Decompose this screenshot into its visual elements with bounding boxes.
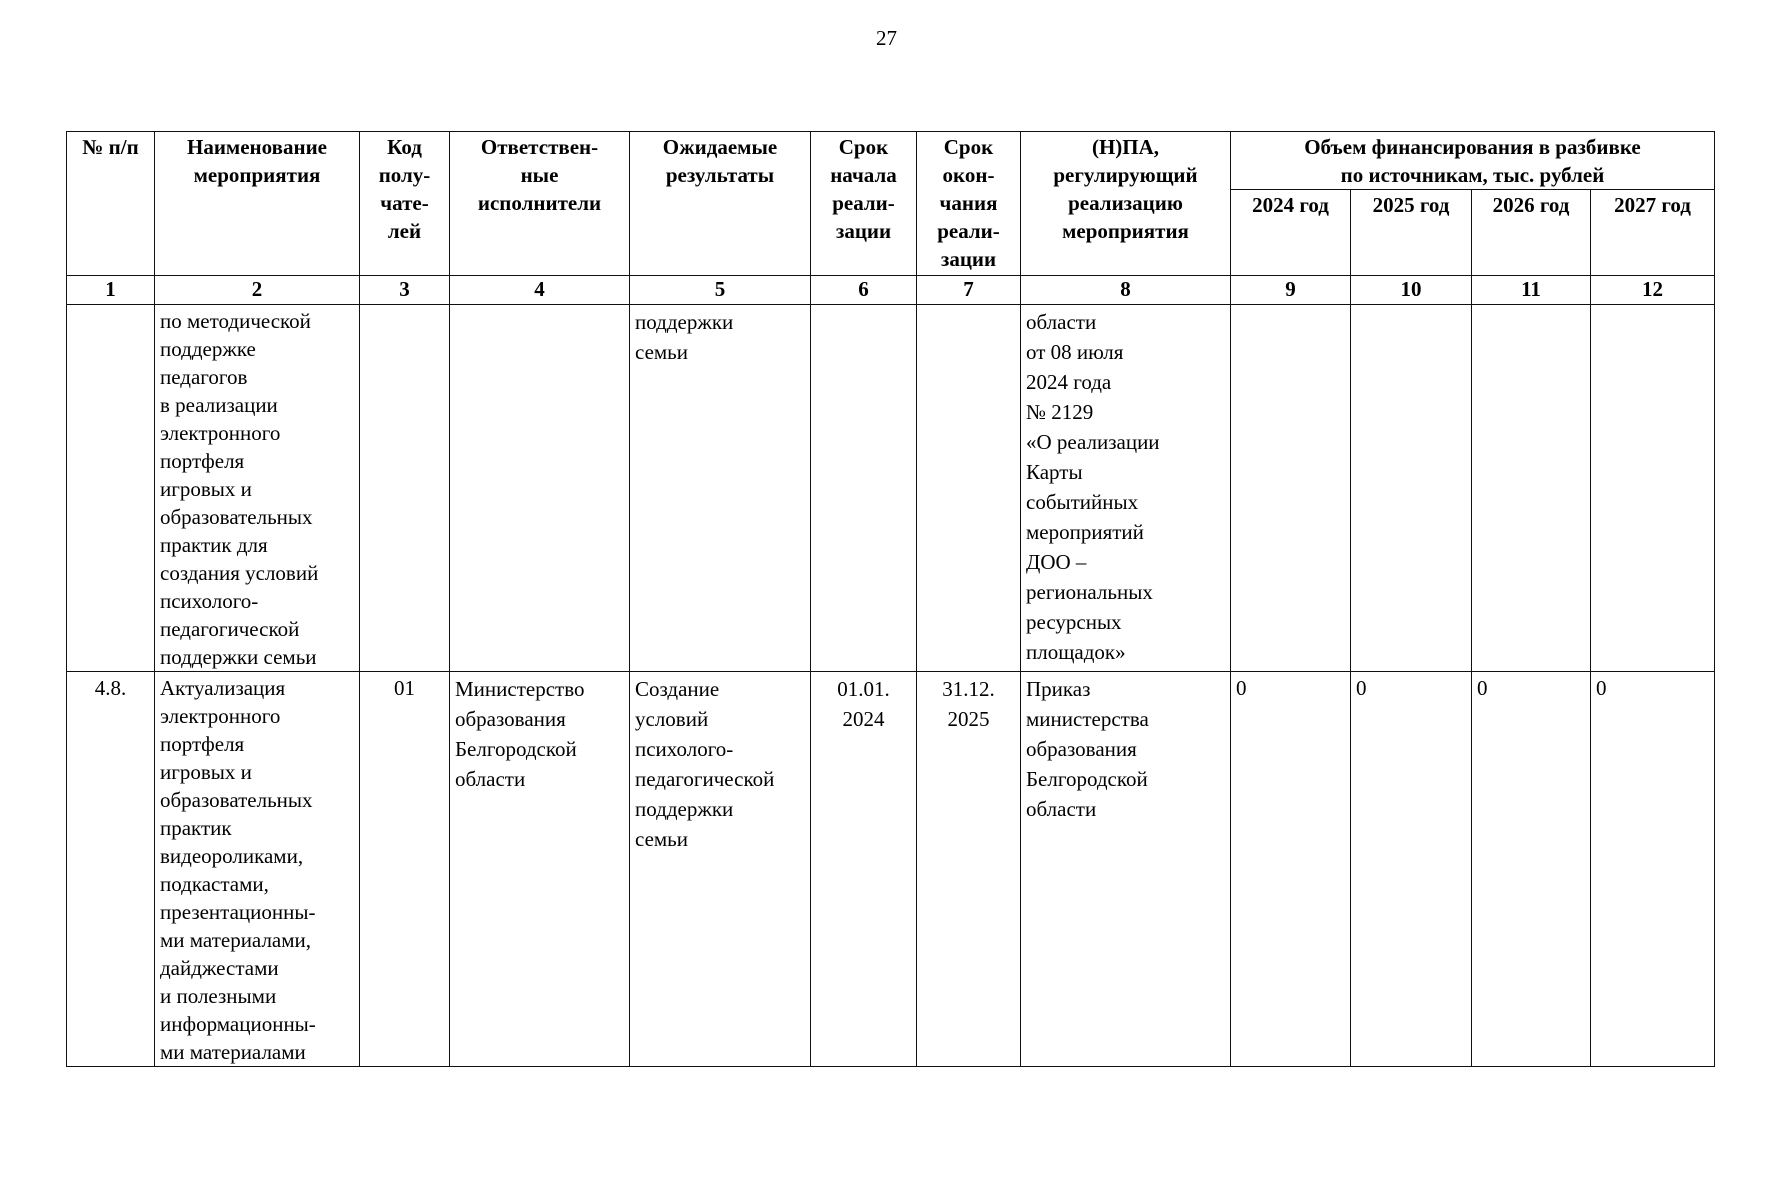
text-line: зации [835, 219, 892, 243]
column-number: 4 [450, 276, 630, 305]
text-line: реализацию [1068, 191, 1183, 215]
text-line: окон- [942, 163, 995, 187]
cell-name [155, 305, 360, 672]
text-line: реали- [832, 191, 895, 215]
cell-fin-2027: 0 [1591, 672, 1715, 1067]
text-line: области [1026, 310, 1097, 334]
text-line: чате- [380, 191, 429, 215]
column-number: 11 [1472, 276, 1591, 305]
column-number: 7 [917, 276, 1021, 305]
text-line: подкастами, [160, 872, 269, 896]
cell-results [630, 672, 811, 1067]
text-line: портфеля [160, 732, 245, 756]
cell-num: 4.8. [67, 672, 155, 1067]
text-line: ные [520, 163, 559, 187]
text-line: исполнители [477, 191, 602, 215]
column-number: 8 [1021, 276, 1231, 305]
text-line: Наименование [187, 135, 327, 159]
table-row [67, 672, 1715, 1067]
text-line: поддержки [635, 797, 734, 821]
text-line: презентационны- [160, 900, 316, 924]
cell-end [917, 305, 1021, 672]
cell-fin-2025 [1351, 305, 1472, 672]
column-number: 3 [360, 276, 450, 305]
text-line: реали- [937, 219, 1000, 243]
text-line: видеороликами, [160, 844, 304, 868]
text-line: по методической [160, 309, 311, 333]
text-line: мероприятия [1062, 219, 1189, 243]
cell-fin-2025: 0 [1351, 672, 1472, 1067]
column-number: 10 [1351, 276, 1472, 305]
text-line: поддержки семьи [160, 645, 317, 669]
text-line: практик для [160, 533, 268, 557]
text-line: психолого- [635, 737, 734, 761]
cell-responsible [450, 672, 630, 1067]
text-line: педагогической [160, 617, 300, 641]
column-number: 9 [1231, 276, 1351, 305]
cell-fin-2026: 0 [1472, 672, 1591, 1067]
cell-num [67, 305, 155, 672]
cell-fin-2024: 0 [1231, 672, 1351, 1067]
text-line: Ответствен- [480, 135, 599, 159]
text-line: площадок» [1026, 640, 1126, 664]
text-line: электронного [160, 704, 281, 728]
text-line: Срок [943, 135, 994, 159]
column-numbers-row [67, 276, 1715, 305]
text-line: ми материалами [160, 1040, 306, 1064]
text-line: образовательных [160, 505, 313, 529]
cell-start [811, 672, 917, 1067]
text-line: информационны- [160, 1012, 316, 1036]
header-npa [1021, 132, 1231, 276]
cell-end [917, 672, 1021, 1067]
header-code [360, 132, 450, 276]
text-line: ДОО – [1026, 550, 1087, 574]
page-number: 27 [876, 26, 897, 50]
cell-fin-2024 [1231, 305, 1351, 672]
header-end [917, 132, 1021, 276]
text-line: чания [939, 191, 998, 215]
cell-fin-2027 [1591, 305, 1715, 672]
text-line: Ожидаемые [662, 135, 778, 159]
text-line: событийных [1026, 490, 1139, 514]
text-line: Код [387, 135, 422, 159]
column-number: 2 [155, 276, 360, 305]
table-row [67, 305, 1715, 672]
text-line: № 2129 [1026, 400, 1094, 424]
text-line: от 08 июля [1026, 340, 1124, 364]
text-line: поддержке [160, 337, 256, 361]
header-name [155, 132, 360, 276]
text-line: «О реализации [1026, 430, 1160, 454]
text-line: Создание [635, 677, 720, 701]
text-line: поддержки [635, 310, 734, 334]
text-line: Карты [1026, 460, 1083, 484]
text-line: Срок [838, 135, 889, 159]
header-start [811, 132, 917, 276]
header-results [630, 132, 811, 276]
column-number: 1 [67, 276, 155, 305]
text-line: лей [387, 219, 422, 243]
header-year-2025: 2025 год [1351, 190, 1472, 276]
text-line: 2024 года [1026, 370, 1112, 394]
text-line: региональных [1026, 580, 1153, 604]
text-line: 2024 [842, 707, 885, 731]
text-line: семьи [635, 827, 689, 851]
text-line: и полезными [160, 984, 277, 1008]
header-responsible [450, 132, 630, 276]
text-line: педагогической [635, 767, 775, 791]
text-line: образования [1026, 737, 1137, 761]
cell-npa [1021, 305, 1231, 672]
text-line: Приказ [1026, 677, 1091, 701]
text-line: полу- [378, 163, 431, 187]
text-line: Белгородской [1026, 767, 1148, 791]
text-line: практик [160, 816, 232, 840]
column-number: 12 [1591, 276, 1715, 305]
header-num [67, 132, 155, 276]
text-line: министерства [1026, 707, 1149, 731]
text-line: образовательных [160, 788, 313, 812]
text-line: Объем финансирования в разбивке [1304, 135, 1641, 159]
text-line: мероприятий [1026, 520, 1144, 544]
header-row [67, 132, 1715, 190]
text-line: портфеля [160, 449, 245, 473]
text-line: педагогов [160, 365, 248, 389]
text-line: ресурсных [1026, 610, 1122, 634]
cell-responsible [450, 305, 630, 672]
text-line: игровых и [160, 477, 252, 501]
cell-npa [1021, 672, 1231, 1067]
text-line: 2025 [947, 707, 990, 731]
text-line: дайджестами [160, 956, 279, 980]
cell-start [811, 305, 917, 672]
text-line: зации [940, 247, 997, 271]
text-line: (Н)ПА, [1091, 135, 1160, 159]
cell-name [155, 672, 360, 1067]
text-line: семьи [635, 340, 689, 364]
text-line: области [455, 767, 526, 791]
text-line: № п/п [82, 135, 139, 159]
text-line: игровых и [160, 760, 252, 784]
header-year-2026: 2026 год [1472, 190, 1591, 276]
column-number: 5 [630, 276, 811, 305]
header-financing [1231, 132, 1715, 190]
text-line: психолого- [160, 589, 259, 613]
text-line: по источникам, тыс. рублей [1340, 163, 1605, 187]
text-line: условий [635, 707, 709, 731]
text-line: Министерство [455, 677, 585, 701]
text-line: области [1026, 797, 1097, 821]
text-line: в реализации [160, 393, 278, 417]
text-line: создания условий [160, 561, 319, 585]
cell-results [630, 305, 811, 672]
activities-table [66, 131, 1715, 1067]
text-line: ми материалами, [160, 928, 312, 952]
text-line: электронного [160, 421, 281, 445]
text-line: начала [830, 163, 897, 187]
text-line: 01.01. [837, 677, 890, 701]
text-line: результаты [665, 163, 775, 187]
text-line: регулирующий [1053, 163, 1198, 187]
text-line: Актуализация [160, 676, 286, 700]
text-line: образования [455, 707, 566, 731]
text-line: Белгородской [455, 737, 577, 761]
cell-code [360, 305, 450, 672]
text-line: мероприятия [193, 163, 321, 187]
column-number: 6 [811, 276, 917, 305]
cell-fin-2026 [1472, 305, 1591, 672]
header-year-2027: 2027 год [1591, 190, 1715, 276]
text-line: 31.12. [942, 677, 995, 701]
cell-code: 01 [360, 672, 450, 1067]
header-year-2024: 2024 год [1231, 190, 1351, 276]
